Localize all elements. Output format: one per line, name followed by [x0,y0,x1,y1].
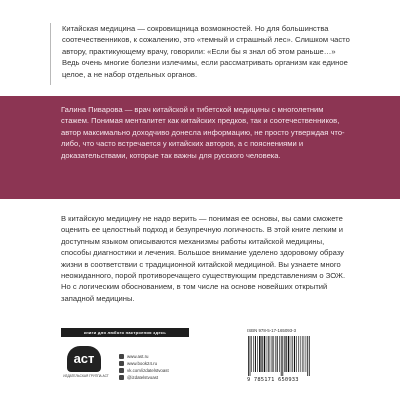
vk-icon [119,368,124,373]
author-paragraph: Галина Пиварова — врач китайской и тибетской медицины с многолетним стажем. Понимая менталитет как китайских предков, так и соотечественников, автор максимально доходчиво донесла информацию, не просто утверждая что-либо, что часто встречается у китайских авторов, а с пояснениями и доказательствами, которые так важны для русского человека. [61,105,345,160]
link-row[interactable] [119,374,229,381]
barcode-bar [277,336,278,372]
barcode-bar [281,336,282,376]
barcode-bar [300,336,301,372]
barcode-bar [250,336,251,376]
publisher-links [119,353,229,381]
barcode-bar [275,336,276,372]
publisher-mark: аст [67,346,101,372]
barcode-bar [267,336,268,372]
barcode-bar [302,336,303,372]
barcode-bar [306,336,307,372]
slogan-banner: книги для любого настроения здесь [61,328,189,337]
book-back-cover [47,6,353,394]
author-band [0,96,400,199]
intro-paragraph: Китайская медицина — сокровищница возможностей. Но для большинства соотечественников, к сожалению, это «темный и страшный лес». Слишком часто автору, практикующему врачу, говорили: «Если бы я знал об этом раньше…» Ведь очень многие болезни излечимы, если рассматривать организм как единое целое, а не набор отдельных органов. [50,23,350,85]
barcode-bar [251,336,252,372]
link-text: www.book24.ru [127,361,158,366]
globe-icon [119,361,124,366]
barcode-bar [259,336,261,372]
barcode-bar [296,336,297,372]
barcode-bar [264,336,266,372]
barcode-bar [309,336,310,376]
barcode-bar [257,336,258,372]
barcode-bar [294,336,295,372]
publisher-sub: ИЗДАТЕЛЬСКАЯ ГРУППА АСТ [63,374,109,378]
isbn-text: ISBN 978-5-17-165093-3 [247,328,297,333]
barcode-bar [307,336,308,376]
main-paragraph: В китайскую медицину не надо верить — понимая ее основы, вы сами сможете оценить ее целостный подход и безупречную логичность. В этой книге легким и доступным языком описываются механизмы работы китайской медицины, способы диагностики и лечения. Большое внимание уделено здоровому образу жизни в соответствии с традиционной китайской медициной. Вы узнаете много неожиданного, порой противоречащего существующим представлениям о ЗОЖ. Но с логическим обоснованием, в том числе на основе новейших открытий западной медицины. [61,214,346,303]
barcode-bar [298,336,299,372]
barcode-bar [271,336,272,372]
link-text: www.ast.ru [127,354,149,359]
globe-icon [119,354,124,359]
link-text: vk.com/izdatelstvoast [127,368,169,373]
barcode-bar [286,336,287,372]
link-row[interactable] [119,353,229,360]
barcode-digits: 9 785171 650933 [247,377,299,383]
barcode [247,336,321,376]
instagram-icon [119,375,124,380]
link-row[interactable] [119,367,229,374]
barcode-bar [292,336,293,372]
barcode-bar [248,336,249,376]
barcode-bar [291,336,292,372]
publisher-logo [63,346,109,380]
barcode-bar [253,336,254,372]
link-text: @izdatelstvoast [127,375,159,380]
barcode-bar [268,336,269,372]
barcode-bar [273,336,274,372]
footer [61,322,353,394]
barcode-bar [284,336,285,372]
barcode-bar [282,336,283,376]
barcode-bar [288,336,290,372]
barcode-bar [255,336,256,372]
barcode-bar [279,336,280,372]
link-row[interactable] [119,360,229,367]
barcode-bar [304,336,305,372]
barcode-bar [261,336,262,372]
